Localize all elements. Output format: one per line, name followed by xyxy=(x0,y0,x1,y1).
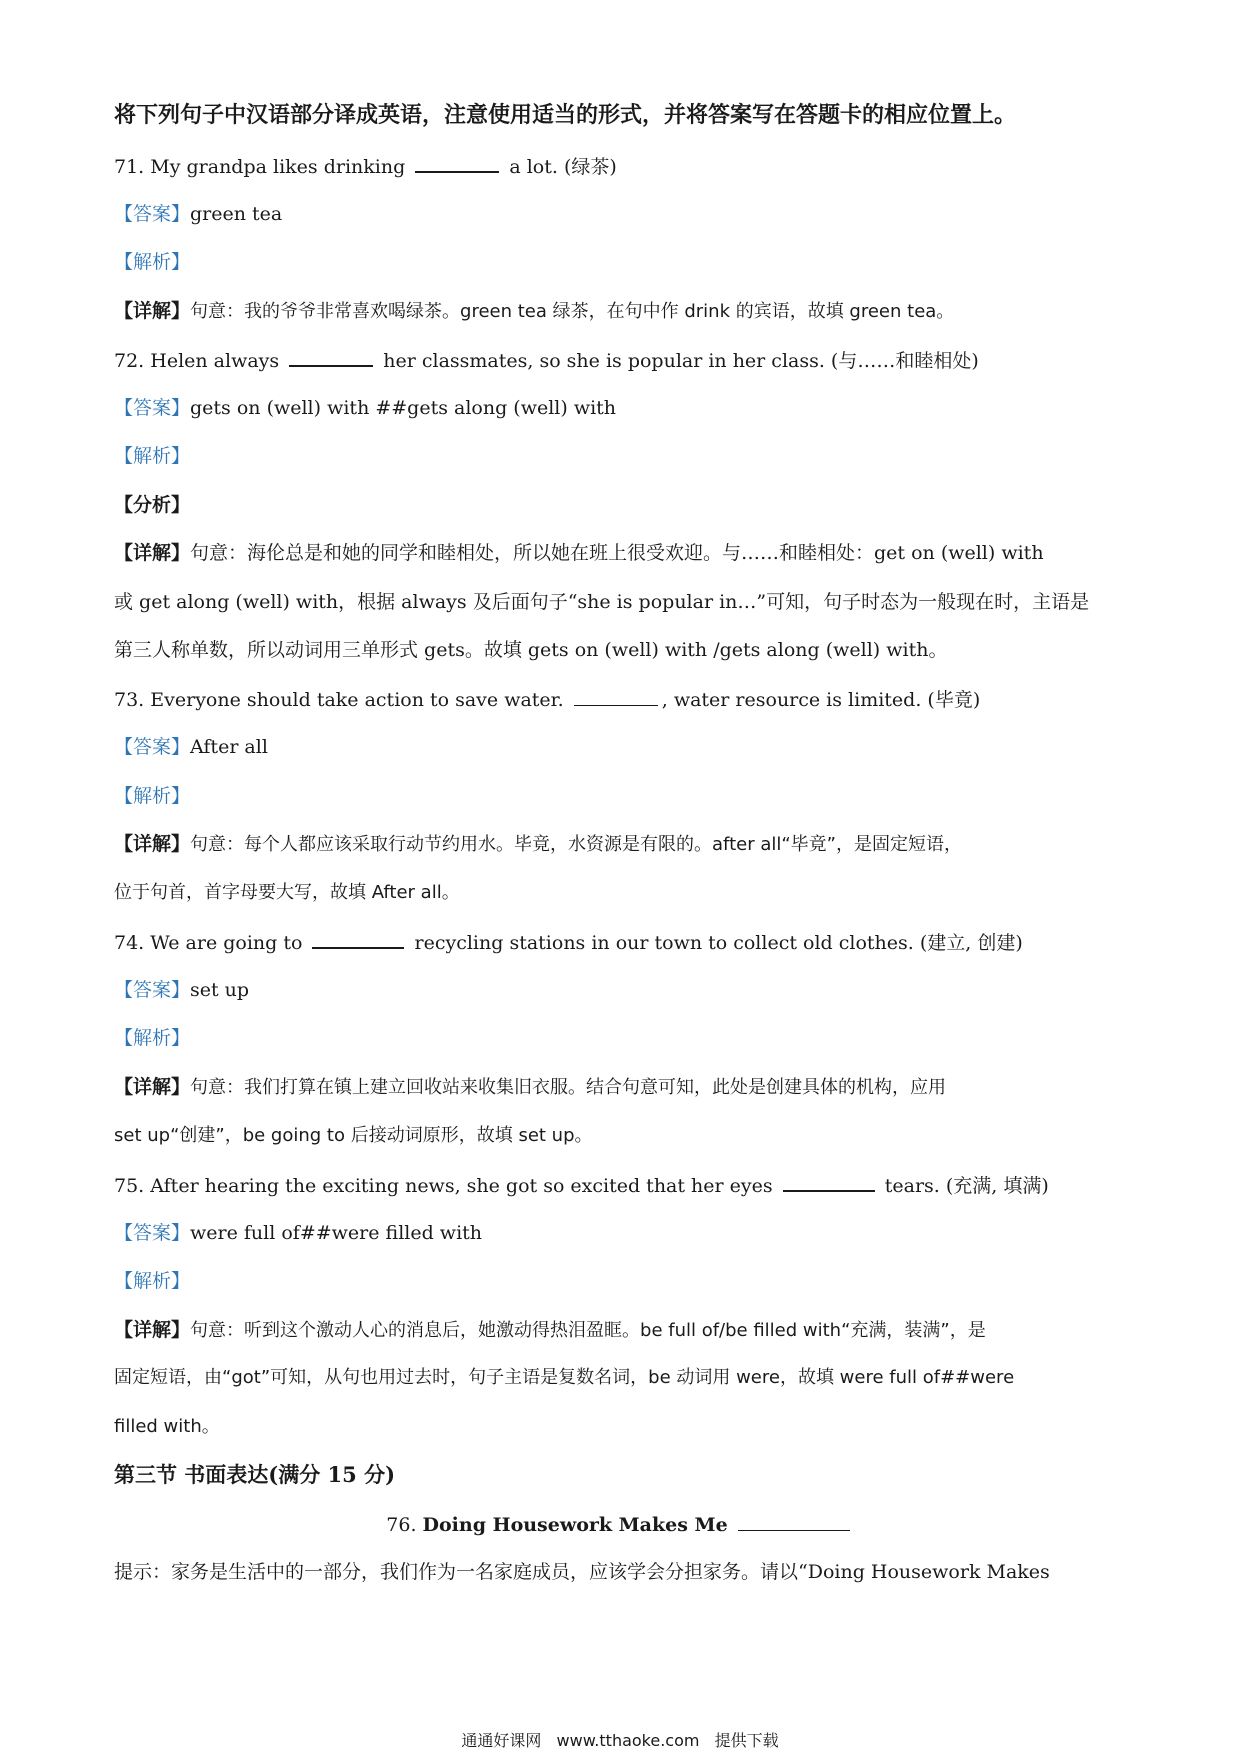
question-text-before: Helen always xyxy=(150,350,280,372)
question-number: 73. xyxy=(114,689,145,711)
answer-label: 【答案】 xyxy=(114,979,191,1001)
question-text-before: My grandpa likes drinking xyxy=(150,156,406,178)
answer-72 xyxy=(114,396,616,420)
answer-71 xyxy=(114,202,282,226)
detail-72-line-2: 或 get along (well) with，根据 always 及后面句子“she is popular in…”可知，句子时态为一般现在时，主语是 xyxy=(114,591,1090,613)
footer-url[interactable]: www.tthaoke.com xyxy=(556,1731,700,1750)
question-number: 71. xyxy=(114,156,145,178)
fenxi-label-72: 【分析】 xyxy=(114,494,191,516)
question-text-before: Everyone should take action to save water. xyxy=(150,689,564,711)
question-text-after: tears. (充满, 填满) xyxy=(884,1175,1049,1197)
detail-label: 【详解】 xyxy=(114,833,191,855)
answer-blank xyxy=(415,153,499,173)
detail-71 xyxy=(114,299,954,324)
detail-75-line-3: filled with。 xyxy=(114,1416,220,1437)
title-blank xyxy=(738,1512,850,1531)
answer-label: 【答案】 xyxy=(114,736,191,758)
answer-74 xyxy=(114,978,249,1002)
detail-72-line-3: 第三人称单数，所以动词用三单形式 gets。故填 gets on (well) with /gets along (well) with。 xyxy=(114,639,948,661)
detail-74-line-1 xyxy=(114,1075,946,1100)
detail-label: 【详解】 xyxy=(114,1076,191,1098)
question-text-before: After hearing the exciting news, she got so excited that her eyes xyxy=(150,1175,773,1197)
detail-text: 句意：海伦总是和她的同学和睦相处，所以她在班上很受欢迎。与……和睦相处：get on (well) with xyxy=(190,542,1044,564)
essay-title: Doing Housework Makes Me xyxy=(422,1514,728,1536)
detail-text: 句意：我们打算在镇上建立回收站来收集旧衣服。结合句意可知，此处是创建具体的机构，应用 xyxy=(190,1077,947,1098)
instruction: 将下列句子中汉语部分译成英语，注意使用适当的形式，并将答案写在答题卡的相应位置上。 xyxy=(114,103,1017,128)
question-number: 76. xyxy=(386,1514,417,1536)
answer-blank xyxy=(783,1172,875,1192)
answer-blank xyxy=(574,687,658,706)
answer-73 xyxy=(114,735,268,759)
detail-text: 句意：我的爷爷非常喜欢喝绿茶。green tea 绿茶，在句中作 drink 的宾语，故填 green tea。 xyxy=(190,301,955,322)
question-text-after: recycling stations in our town to collect old clothes. (建立, 创建) xyxy=(414,932,1023,954)
question-number: 74. xyxy=(114,932,145,954)
detail-label: 【详解】 xyxy=(114,1319,191,1341)
answer-text: green tea xyxy=(190,203,283,225)
question-74 xyxy=(114,929,1023,955)
section-title: 第三节 书面表达(满分 15 分) xyxy=(114,1462,396,1487)
question-76-hint xyxy=(114,1560,1050,1584)
page-footer xyxy=(0,1728,1240,1751)
answer-text: set up xyxy=(190,979,250,1001)
question-number: 72. xyxy=(114,350,145,372)
detail-75-line-1 xyxy=(114,1318,986,1343)
detail-text: 句意：听到这个激动人心的消息后，她激动得热泪盈眶。be full of/be filled with“充满，装满”，是 xyxy=(190,1320,986,1341)
detail-73-line-1 xyxy=(114,832,962,857)
detail-72-line-1 xyxy=(114,541,1044,565)
hint-label: 提示： xyxy=(114,1561,172,1583)
analysis-label-73: 【解析】 xyxy=(114,785,191,807)
hint-text: 家务是生活中的一部分，我们作为一名家庭成员，应该学会分担家务。请以“Doing Housework Makes xyxy=(171,1561,1050,1583)
detail-74-line-2: set up“创建”，be going to 后接动词原形，故填 set up。 xyxy=(114,1125,593,1146)
answer-text: gets on (well) with ##gets along (well) with xyxy=(190,397,617,419)
detail-label: 【详解】 xyxy=(114,542,191,564)
answer-text: After all xyxy=(190,736,268,758)
analysis-label-75: 【解析】 xyxy=(114,1270,191,1292)
question-number: 75. xyxy=(114,1175,145,1197)
question-text-after: , water resource is limited. (毕竟) xyxy=(661,689,981,711)
answer-label: 【答案】 xyxy=(114,203,191,225)
answer-blank xyxy=(289,347,373,367)
detail-label: 【详解】 xyxy=(114,300,191,322)
question-text-after: her classmates, so she is popular in her class. (与……和睦相处) xyxy=(383,350,979,372)
detail-text: 句意：每个人都应该采取行动节约用水。毕竟，水资源是有限的。after all“毕竟”，是固定短语， xyxy=(190,834,962,855)
question-75 xyxy=(114,1172,1049,1198)
detail-73-line-2: 位于句首，首字母要大写，故填 After all。 xyxy=(114,882,460,903)
analysis-label-72: 【解析】 xyxy=(114,445,191,467)
answer-75 xyxy=(114,1221,482,1245)
question-text-before: We are going to xyxy=(150,932,303,954)
question-76-title xyxy=(0,1512,1240,1537)
footer-action: 提供下载 xyxy=(714,1731,779,1750)
question-73 xyxy=(114,687,980,712)
answer-text: were full of##were filled with xyxy=(190,1222,483,1244)
answer-blank xyxy=(312,929,404,949)
answer-label: 【答案】 xyxy=(114,1222,191,1244)
question-text-after: a lot. (绿茶) xyxy=(509,156,617,178)
question-72 xyxy=(114,347,979,373)
analysis-label-74: 【解析】 xyxy=(114,1027,191,1049)
detail-75-line-2: 固定短语，由“got”可知，从句也用过去时，句子主语是复数名词，be 动词用 were，故填 were full of##were xyxy=(114,1367,1015,1388)
footer-site-name: 通通好课网 xyxy=(461,1731,542,1750)
answer-label: 【答案】 xyxy=(114,397,191,419)
analysis-label-71: 【解析】 xyxy=(114,251,191,273)
question-71 xyxy=(114,153,617,179)
